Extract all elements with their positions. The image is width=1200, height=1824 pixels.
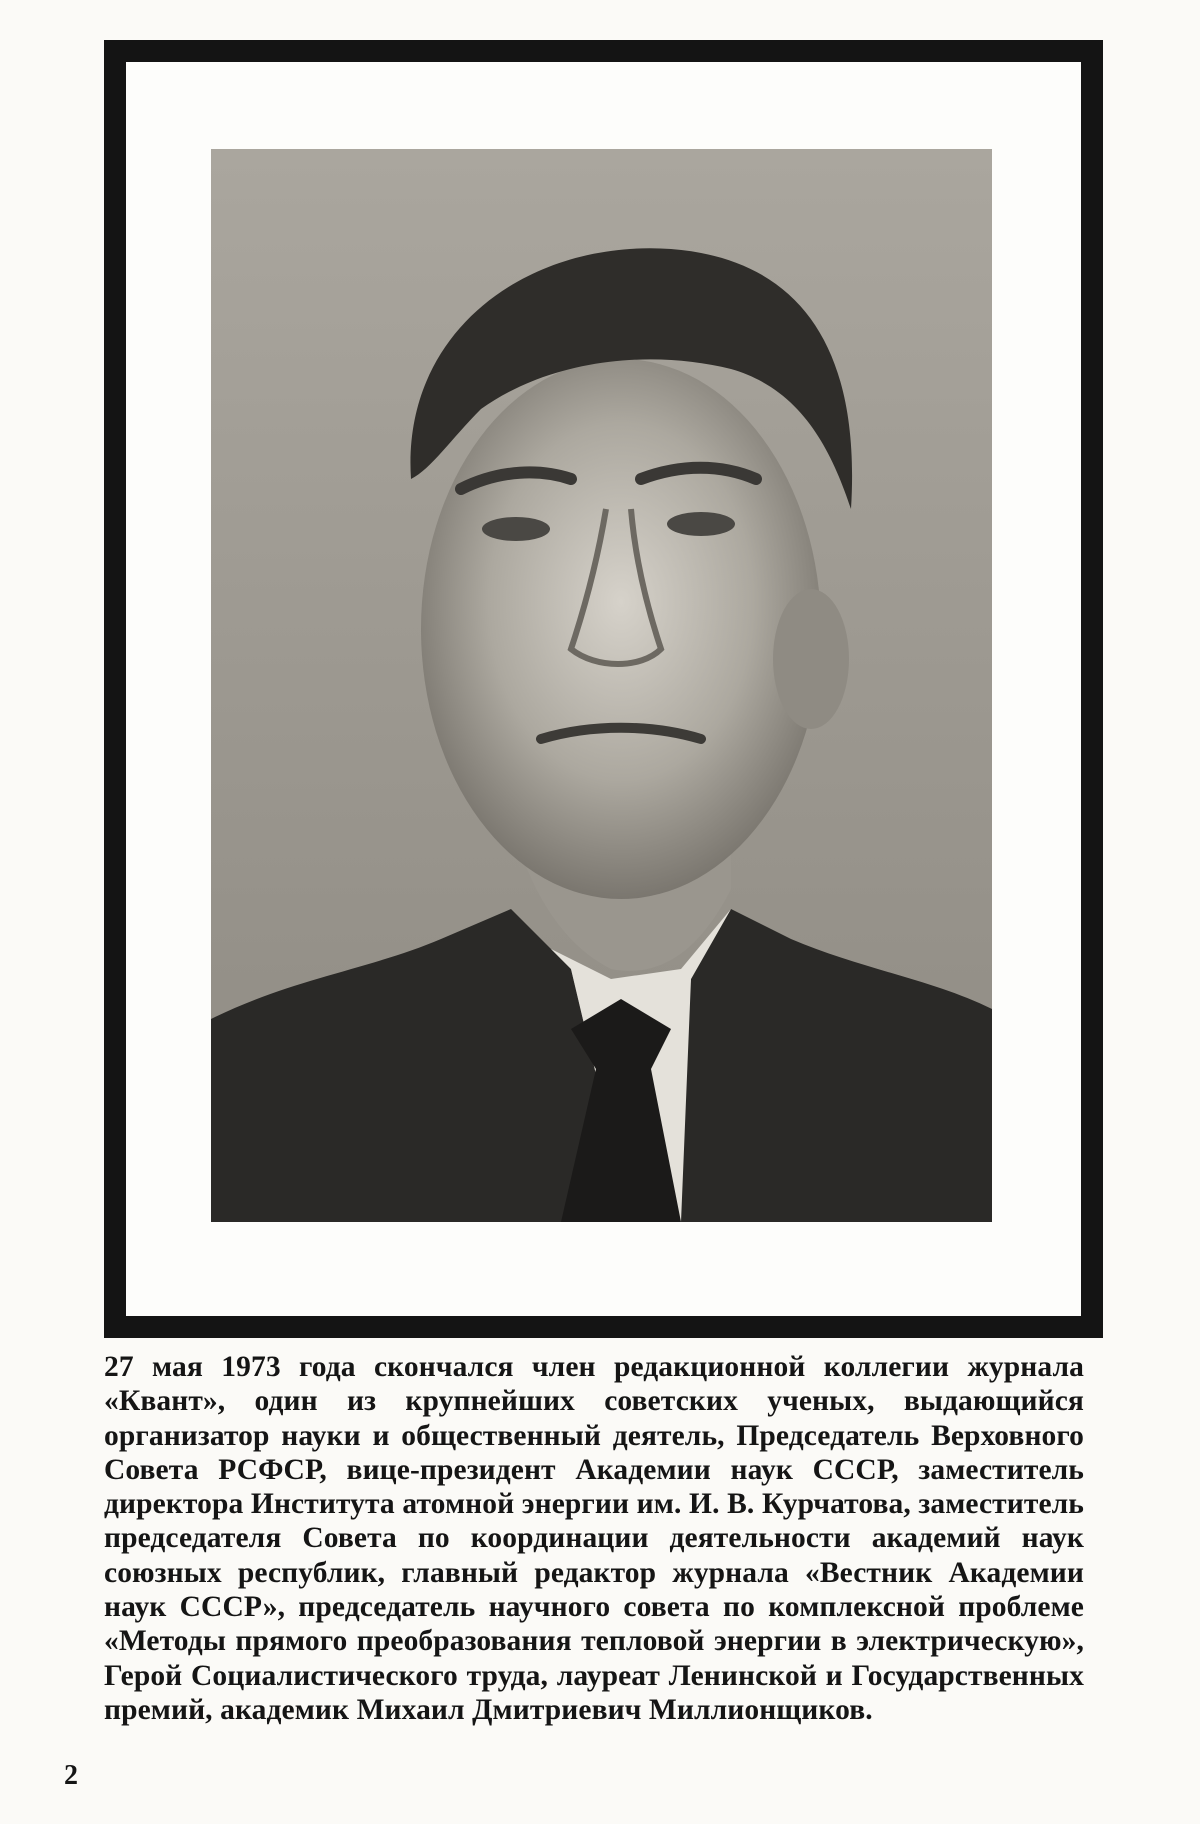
portrait-illustration: [211, 149, 992, 1222]
page-number: 2: [64, 1760, 78, 1791]
portrait-photo: [211, 149, 992, 1222]
obituary-caption: 27 мая 1973 года скончался член редакционной коллегии журнала «Квант», один из крупнейших советских ученых, выдающийся организатор науки и общественный деятель, Председатель Верховного Совета РСФСР, вице-президент Академии наук СССР, заместитель директора Института атомной энергии им. И. В. Курчатова, заместитель председателя Совета по координации деятельности академий наук союзных республик, главный редактор журнала «Вестник Академии наук СССР», председатель научного совета по комплексной проблеме «Методы прямого преобразования тепловой энергии в электрическую», Герой Социалистического труда, лауреат Ленинской и Государственных премий, академик Михаил Дмитриевич Миллионщиков.: [104, 1351, 1084, 1726]
